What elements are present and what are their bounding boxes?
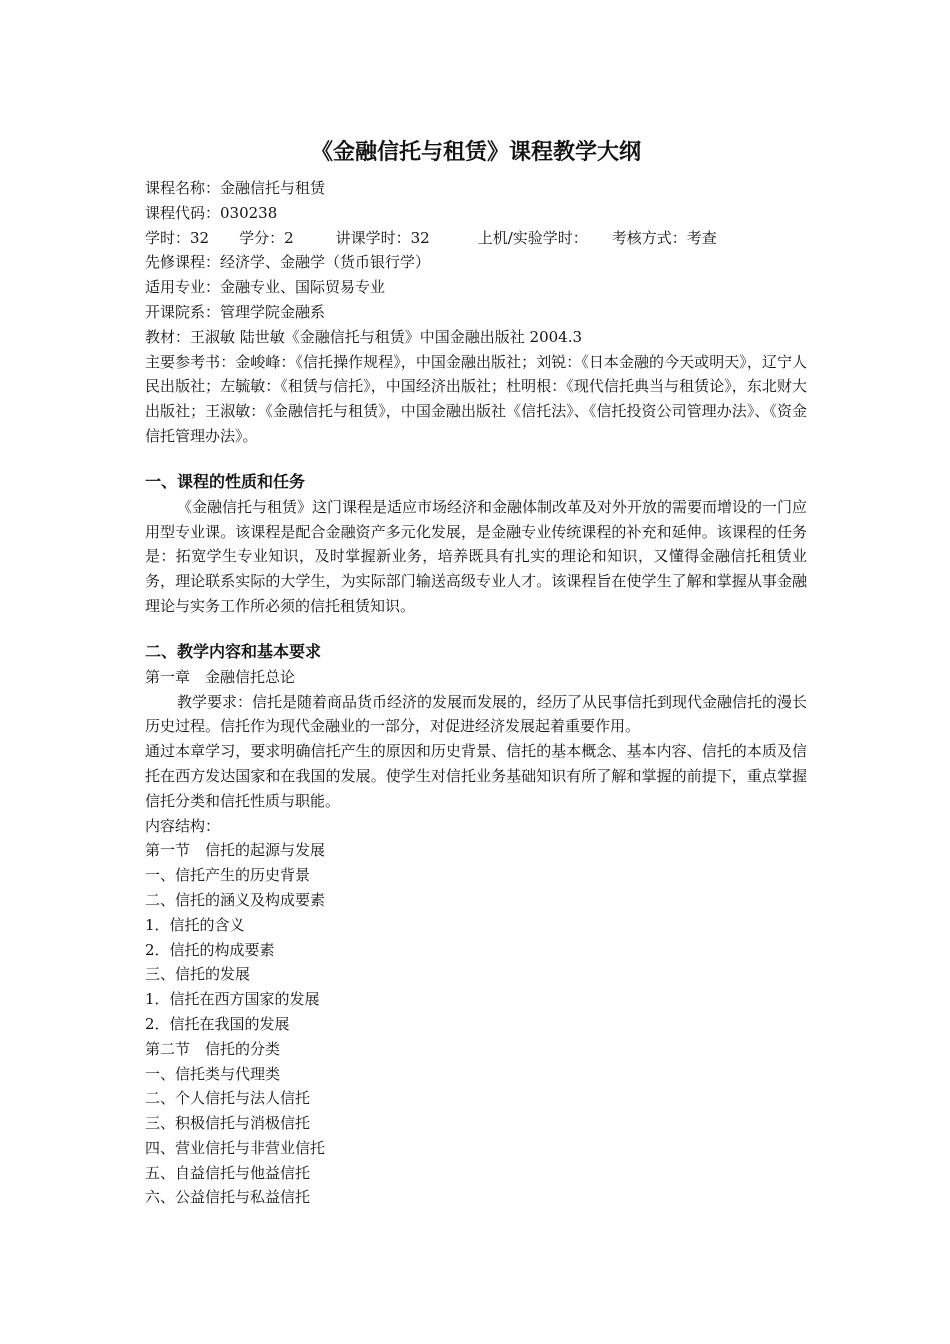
outline-item: 四、营业信托与非营业信托 — [145, 1138, 326, 1157]
document-page — [145, 138, 807, 1210]
course-code: 课程代码：030238 — [145, 203, 278, 222]
section-heading-nature: 一、课程的性质和任务 — [145, 471, 306, 491]
content-structure-label: 内容结构： — [145, 816, 221, 835]
assessment-method: 考核方式：考查 — [611, 228, 717, 247]
textbook: 教材：王淑敏 陆世敏《金融信托与租赁》中国金融出版社 2004.3 — [145, 327, 583, 346]
course-name: 课程名称：金融信托与租赁 — [145, 179, 326, 197]
outline-item: 一、信托产生的历史背景 — [145, 866, 311, 885]
outline-item: 2．信托在我国的发展 — [145, 1014, 290, 1033]
document-title: 《金融信托与租赁》课程教学大纲 — [310, 140, 641, 165]
prerequisites: 先修课程：经济学、金融学（货币银行学） — [145, 253, 431, 272]
outline-item: 五、自益信托与他益信托 — [145, 1163, 311, 1182]
outline-item: 2．信托的构成要素 — [145, 940, 275, 959]
outline-item: 六、公益信托与私益信托 — [145, 1188, 311, 1207]
department: 开课院系：管理学院金融系 — [145, 302, 326, 321]
applicable-majors: 适用专业：金融专业、国际贸易专业 — [145, 278, 386, 297]
outline-item: 第二节 信托的分类 — [145, 1039, 281, 1058]
outline-item: 1．信托在西方国家的发展 — [145, 990, 320, 1009]
chapter-title: 第一章 金融信托总论 — [145, 667, 296, 686]
total-hours: 学时：32 — [145, 228, 210, 247]
references: 主要参考书：金峻峰：《信托操作规程》，中国金融出版社；刘锐：《日本金融的今天或明天》，辽宁人民出版社；左毓敏：《租赁与信托》，中国经济出版社；杜明根：《现代信托典当与租赁论》，东北财大出版社；王淑敏：《金融信托与租赁》，中国金融出版社《信托法》、《信托投资公司管理办法》、《资金信托管理办法》。 — [145, 352, 807, 445]
outline-item: 二、个人信托与法人信托 — [145, 1089, 311, 1108]
section-body-nature: 《金融信托与租赁》这门课程是适应市场经济和金融体制改革及对外开放的需要而增设的一门应用型专业课。该课程是配合金融资产多元化发展，是金融专业传统课程的补充和延伸。该课程的任务是：拓宽学生专业知识，及时掌握新业务，培养既具有扎实的理论和知识，又懂得金融信托租赁业务，理论联系实际的大学生，为实际部门输送高级专业人才。该课程旨在使学生了解和掌握从事金融理论与实务工作所必须的信托租赁知识。 — [145, 497, 808, 615]
lab-hours: 上机/实验学时： — [477, 228, 588, 247]
teaching-requirement: 教学要求：信托是随着商品货币经济的发展而发展的，经历了从民事信托到现代金融信托的漫长历史过程。信托作为现代金融业的一部分，对促进经济发展起着重要作用。 — [145, 692, 808, 736]
outline-item: 第一节 信托的起源与发展 — [145, 841, 326, 860]
outline-item: 一、信托类与代理类 — [145, 1064, 281, 1083]
outline-item: 三、积极信托与消极信托 — [145, 1114, 311, 1133]
credits: 学分：2 — [239, 228, 294, 247]
lecture-hours: 讲课学时：32 — [335, 228, 430, 247]
course-hours-row — [145, 226, 807, 251]
outline-item: 二、信托的涵义及构成要素 — [145, 890, 326, 909]
section-heading-content: 二、教学内容和基本要求 — [145, 641, 322, 661]
study-objective: 通过本章学习，要求明确信托产生的原因和历史背景、信托的基本概念、基本内容、信托的本质及信托在西方发达国家和在我国的发展。使学生对信托业务基础知识有所了解和掌握的前提下，重点掌握信托分类和信托性质与职能。 — [145, 742, 807, 810]
outline-item: 1．信托的含义 — [145, 915, 245, 934]
outline-item: 三、信托的发展 — [145, 965, 251, 984]
